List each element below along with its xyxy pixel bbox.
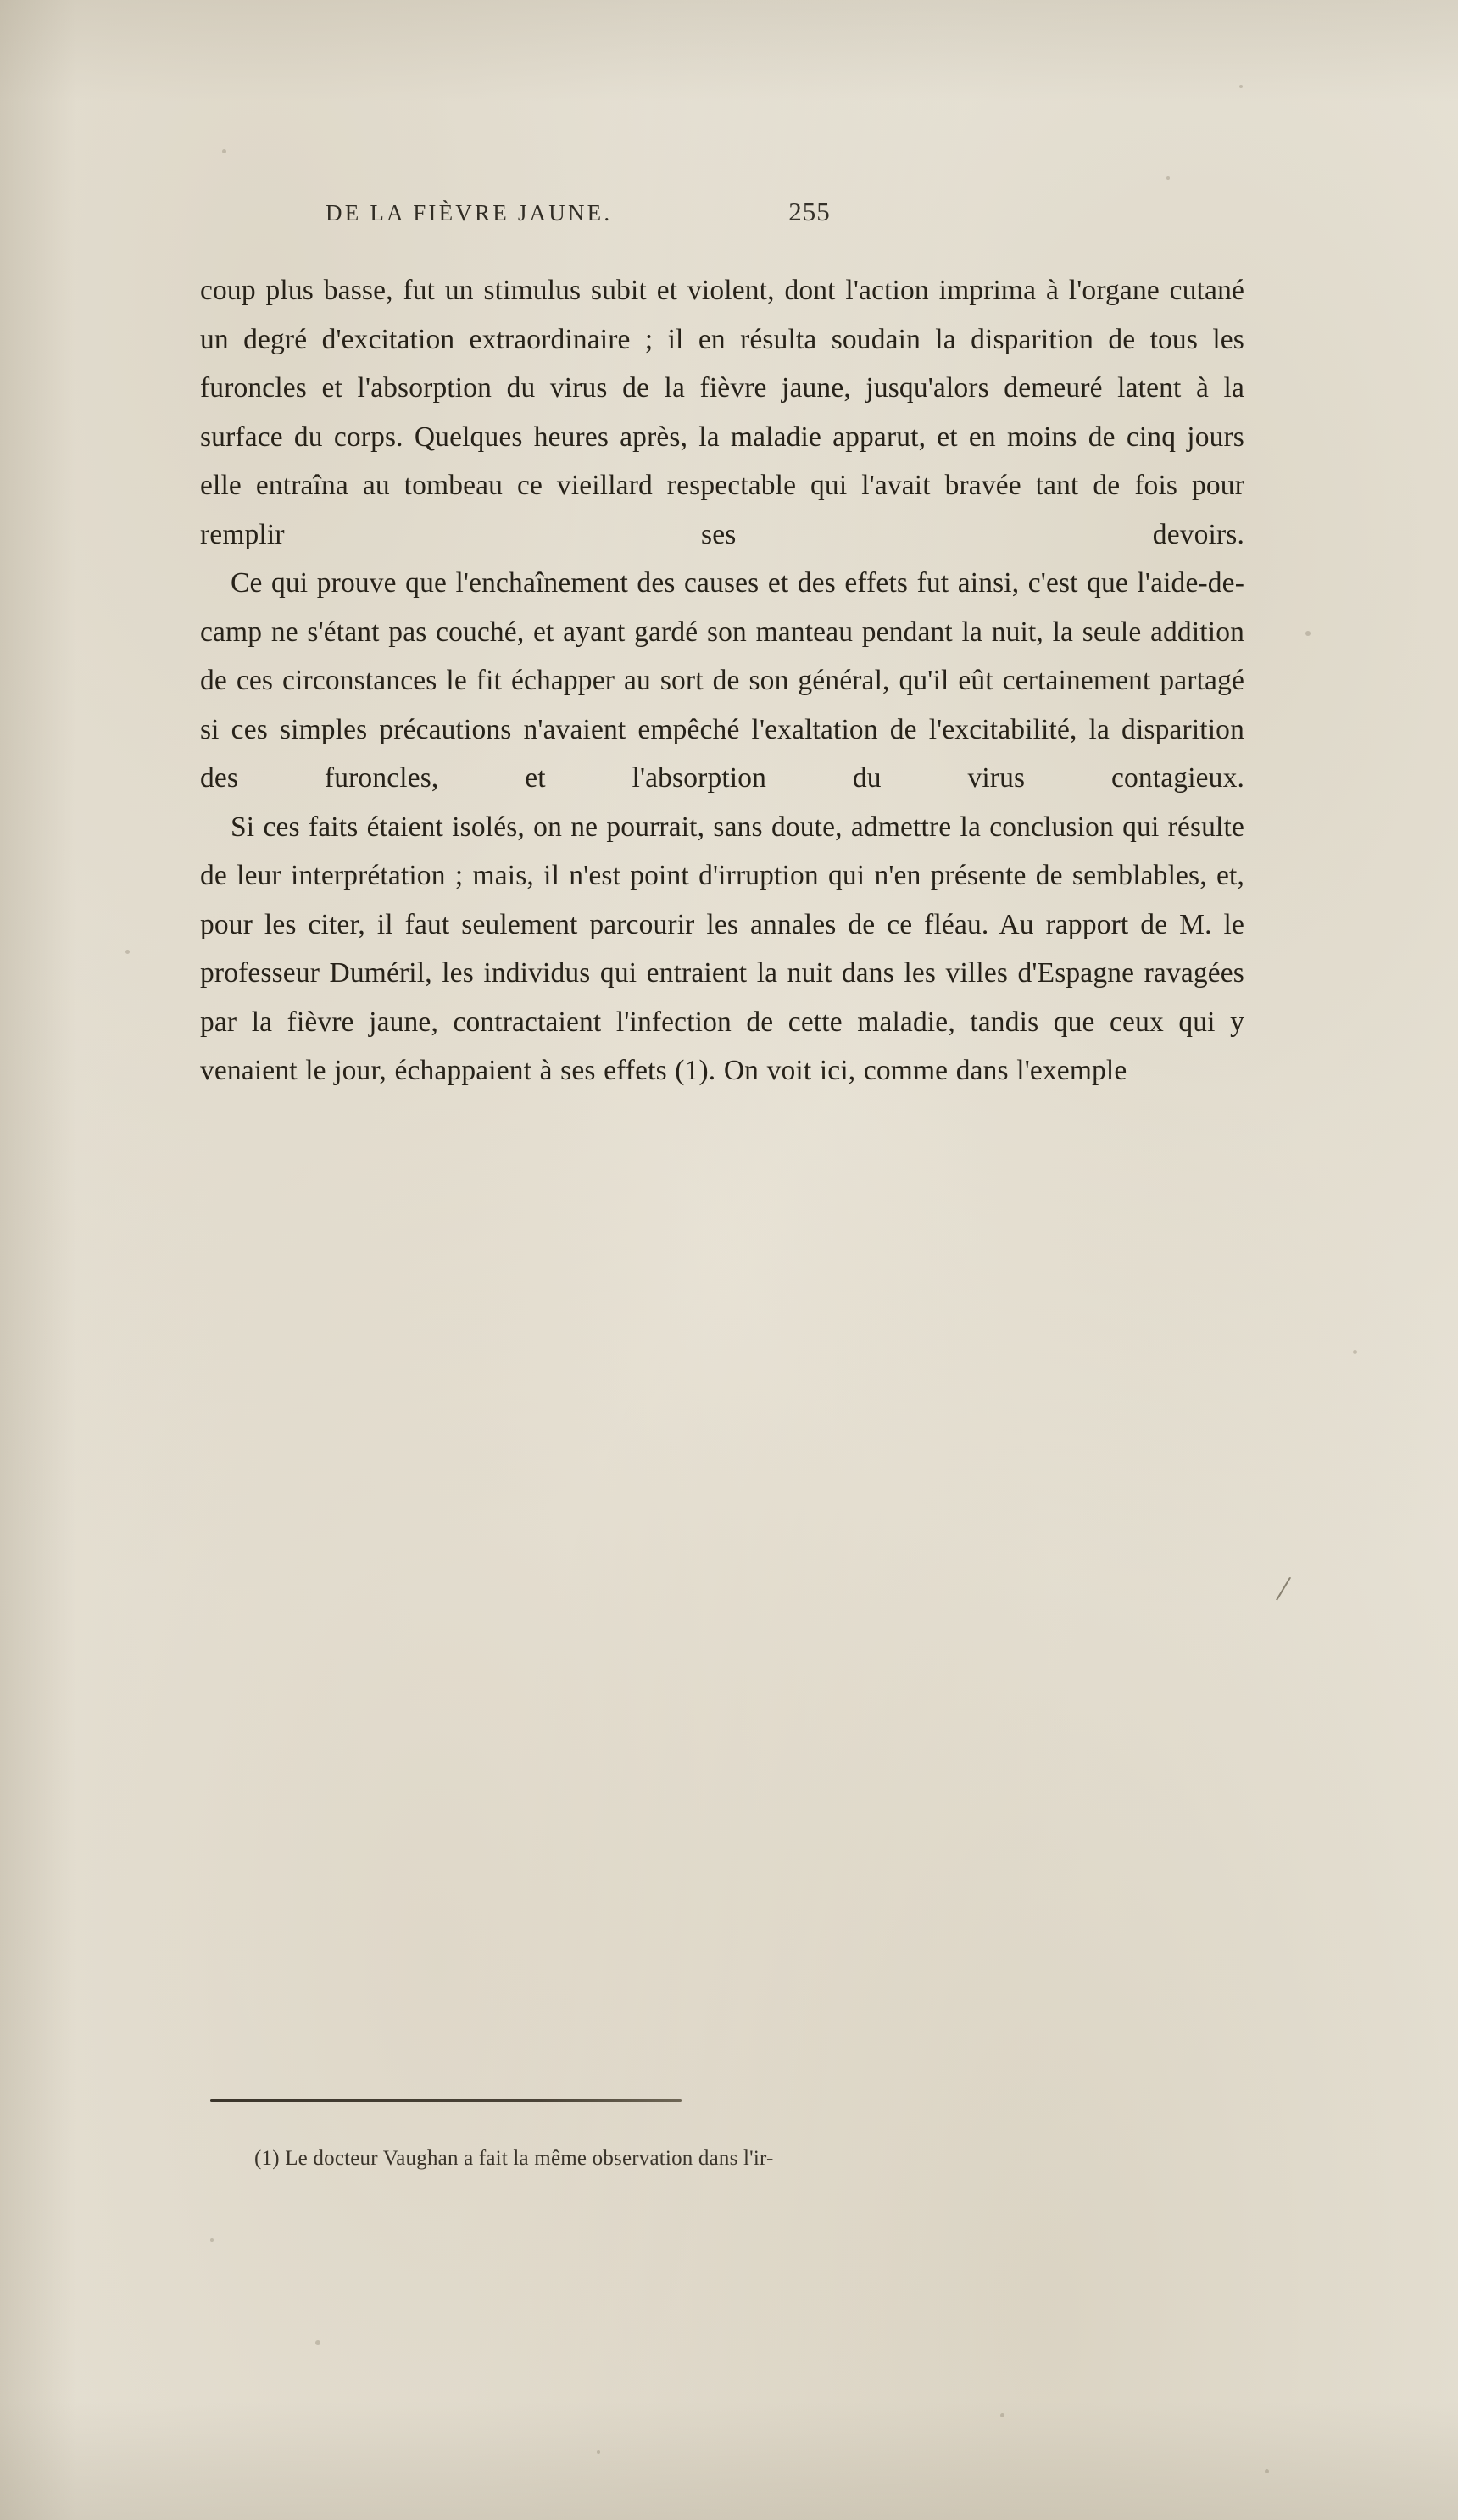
paper-speck (1000, 2413, 1004, 2417)
paragraph: Ce qui prouve que l'enchaînement des causes et des effets fut ainsi, c'est que l'aide-de-camp ne s'étant pas couché, et ayant gardé son manteau pendant la nuit, la seule addition de ces circonstances le fit échapper au sort de son général, qu'il eût certainement partagé si ces simples précautions n'avaient empêché l'exaltation de l'excitabilité, la disparition des furoncles, et l'absorption du virus contagieux. (200, 567, 1244, 794)
page-bottom-shading (0, 2401, 1458, 2520)
paper-speck (315, 2340, 320, 2345)
page-number: 255 (788, 197, 831, 226)
paragraph: coup plus basse, fut un stimulus subit et violent, dont l'action imprima à l'organe cutané un degré d'excitation extraordinaire ; il en résulta soudain la disparition de tous les furoncles et l'absorption du virus de la fièvre jaune, jusqu'alors demeuré latent à la surface du corps. Quelques heures après, la maladie apparut, et en moins de cinq jours elle entraîna au tombeau ce vieillard respectable qui l'avait bravée tant de fois pour remplir ses devoirs. (200, 275, 1244, 550)
paper-speck (125, 950, 130, 954)
footnote: (1) Le docteur Vaughan a fait la même observation dans l'ir- (254, 2147, 774, 2170)
footnote-rule (210, 2099, 682, 2102)
paper-speck (1305, 631, 1311, 636)
paper-speck (222, 149, 226, 153)
paper-speck (1353, 1350, 1357, 1354)
paper-speck (1166, 176, 1170, 180)
paper-speck (1239, 85, 1243, 88)
paper-speck (1265, 2469, 1269, 2473)
page-header (200, 197, 1244, 227)
paragraph: Si ces faits étaient isolés, on ne pourrait, sans doute, admettre la conclusion qui résulte de leur interprétation ; mais, il n'est point d'irruption qui n'en présente de semblables, et, pour les citer, il faut seulement parcourir les annales de ce fléau. Au rapport de M. le professeur Duméril, les individus qui entraient la nuit dans les villes d'Espagne ravagées par la fièvre jaune, contractaient l'infection de cette maladie, tandis que ceux qui y venaient le jour, échappaient à ses effets (1). On voit ici, comme dans l'exemple (200, 811, 1244, 1086)
page-text-column (200, 197, 1244, 1096)
page-left-shading (0, 0, 76, 2520)
running-head: DE LA FIÈVRE JAUNE. (326, 200, 613, 226)
margin-pen-mark: / (1274, 1567, 1294, 1610)
page-top-shading (0, 0, 1458, 102)
paper-speck (210, 2238, 214, 2242)
paper-speck (597, 2450, 600, 2454)
